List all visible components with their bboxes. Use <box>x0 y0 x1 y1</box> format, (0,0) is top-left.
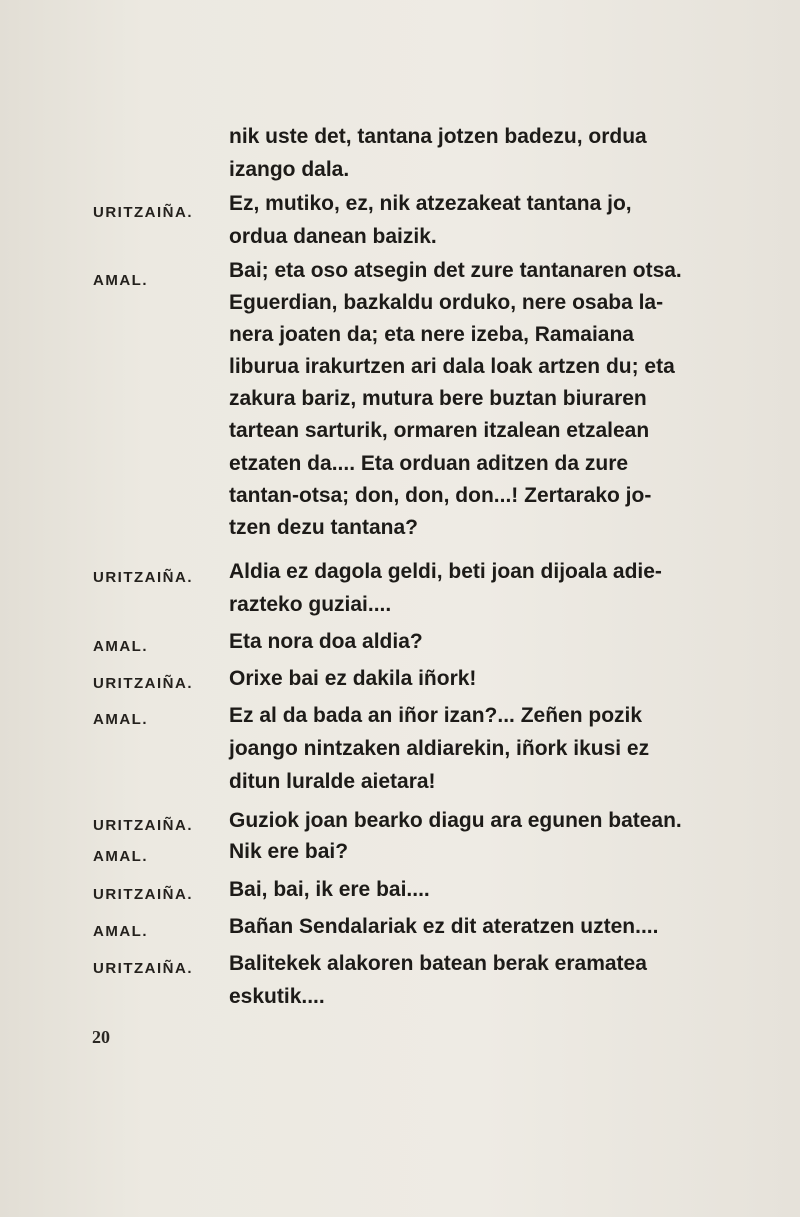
text-line: Bañan Sendalariak ez dit ateratzen uzten.... <box>229 915 659 938</box>
text-line: razteko guziai.... <box>229 593 392 616</box>
speaker-label: AMAL. <box>93 272 148 289</box>
text-line: etzaten da.... Eta orduan aditzen da zure <box>229 452 629 475</box>
text-line: Balitekek alakoren batean berak eramatea <box>229 952 647 975</box>
text-line: ordua danean baizik. <box>229 225 437 248</box>
speaker-label: AMAL. <box>93 848 148 865</box>
text-line: Bai; eta oso atsegin det zure tantanaren otsa. <box>229 259 682 282</box>
text-line: ditun luralde aietara! <box>229 770 436 793</box>
text-line: zakura bariz, mutura bere buztan biuraren <box>229 387 647 410</box>
text-line: Eguerdian, bazkaldu orduko, nere osaba la- <box>229 291 664 314</box>
text-line: Ez, mutiko, ez, nik atzezakeat tantana jo, <box>229 192 632 215</box>
speaker-label: URITZAIÑA. <box>93 886 193 903</box>
text-line: liburua irakurtzen ari dala loak artzen du; eta <box>229 355 675 378</box>
text-line: Eta nora doa aldia? <box>229 630 423 653</box>
speaker-label: URITZAIÑA. <box>93 675 193 692</box>
text-line: Bai, bai, ik ere bai.... <box>229 878 430 901</box>
text-line: nik uste det, tantana jotzen badezu, ordua <box>229 125 647 148</box>
page-number: 20 <box>92 1027 110 1047</box>
speaker-label: AMAL. <box>93 711 148 728</box>
text-line: nera joaten da; eta nere izeba, Ramaiana <box>229 323 634 346</box>
speaker-label: URITZAIÑA. <box>93 569 193 586</box>
text-line: tantan-otsa; don, don, don...! Zertarako jo- <box>229 484 652 507</box>
text-line: Orixe bai ez dakila iñork! <box>229 667 477 690</box>
speaker-label: AMAL. <box>93 638 148 655</box>
text-line: Nik ere bai? <box>229 840 349 863</box>
text-line: joango nintzaken aldiarekin, iñork ikusi ez <box>229 737 650 760</box>
text-line: tzen dezu tantana? <box>229 516 419 539</box>
text-line: Aldia ez dagola geldi, beti joan dijoala adie- <box>229 560 662 583</box>
text-line: eskutik.... <box>229 985 325 1008</box>
speaker-label: AMAL. <box>93 923 148 940</box>
speaker-label: URITZAIÑA. <box>93 960 193 977</box>
speaker-label: URITZAIÑA. <box>93 204 193 221</box>
text-line: Ez al da bada an iñor izan?... Zeñen pozik <box>229 704 643 727</box>
speaker-label: URITZAIÑA. <box>93 817 193 834</box>
text-line: tartean sarturik, ormaren itzalean etzalean <box>229 419 650 442</box>
text-line: Guziok joan bearko diagu ara egunen batean. <box>229 809 682 832</box>
text-line: izango dala. <box>229 158 350 181</box>
